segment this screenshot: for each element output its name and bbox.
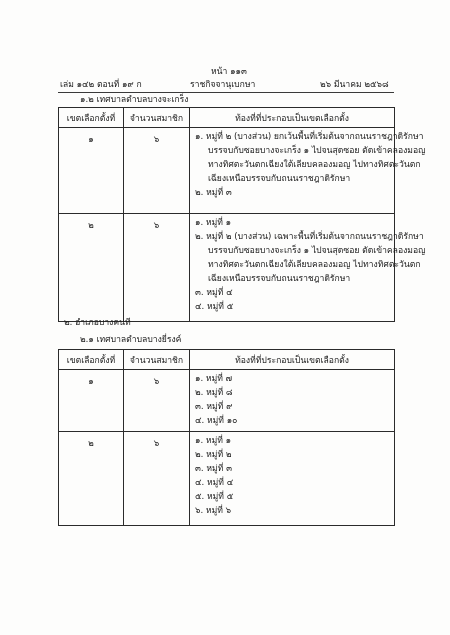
area-description — [190, 214, 426, 322]
area-line: ๔. หมู่ที่ ๑๐ — [195, 416, 238, 426]
volume-info: เล่ม ๑๔๒ ตอนที่ ๑๙ ก — [60, 80, 142, 90]
header-divider — [58, 92, 394, 93]
column-header: จำนวนสมาชิก — [124, 108, 190, 128]
area-line: ๒. หมู่ที่ ๘ — [195, 388, 233, 398]
area-description — [190, 370, 395, 432]
area-line: ๑. หมู่ที่ ๑ — [195, 436, 232, 446]
column-header: จำนวนสมาชิก — [124, 350, 190, 370]
zone-number: ๒ — [59, 432, 124, 526]
member-count: ๖ — [124, 128, 190, 214]
section-heading: ๑.๒ เทศบาลตำบลบางจะเกร็ง — [80, 95, 189, 105]
area-line: ๔. หมู่ที่ ๕ — [195, 302, 234, 312]
zone-number: ๒ — [59, 214, 124, 322]
table-row — [59, 370, 395, 432]
column-header: เขตเลือกตั้งที่ — [59, 108, 124, 128]
area-line: ๓. หมู่ที่ ๓ — [195, 464, 232, 474]
table-row — [59, 128, 395, 214]
table-row — [59, 214, 395, 322]
area-line: ๑. หมู่ที่ ๑ — [195, 218, 232, 228]
area-line: เฉียงเหนือบรรจบกับถนนราชฎาดิรักษา — [208, 174, 351, 184]
area-line: ๔. หมู่ที่ ๔ — [195, 478, 234, 488]
table-row — [59, 432, 395, 526]
issue-date: ๒๖ มีนาคม ๒๕๖๘ — [320, 80, 389, 90]
area-line: ทางทิศตะวันตกเฉียงใต้เลียบคลองมอญ ไปทางทิศตะวันตก — [208, 160, 421, 170]
table-header-row — [59, 108, 395, 128]
column-header: ท้องที่ที่ประกอบเป็นเขตเลือกตั้ง — [190, 350, 395, 370]
area-line: ๓. หมู่ที่ ๔ — [195, 288, 233, 298]
member-count: ๖ — [124, 370, 190, 432]
area-line: ๒. หมู่ที่ ๓ — [195, 188, 232, 198]
section-heading: ๒.๑ เทศบาลตำบลบางยี่รงค์ — [80, 335, 182, 345]
area-description — [190, 432, 395, 526]
area-line: บรรจบกับซอยบางจะเกร็ง ๑ ไปจนสุดซอย ตัดเข้าคลองมอญ — [208, 146, 426, 156]
area-line: บรรจบกับซอยบางจะเกร็ง ๑ ไปจนสุดซอย ตัดเข้าคลองมอญ — [208, 246, 426, 256]
table-header-row — [59, 350, 395, 370]
district-heading: ๒. อำเภอบางคนที — [64, 318, 131, 328]
area-description — [190, 128, 426, 214]
area-line: เฉียงเหนือบรรจบกับถนนราชฎาดิรักษา — [208, 274, 351, 284]
zone-number: ๑ — [59, 128, 124, 214]
page-number: หน้า ๑๑๓ — [211, 67, 247, 77]
area-line: ๑. หมู่ที่ ๒ (บางส่วน) ยกเว้นพื้นที่เริ่มต้นจากถนนราชฎาดิรักษา — [195, 132, 424, 142]
gazette-name: ราชกิจจานุเบกษา — [190, 80, 256, 90]
area-line: ๓. หมู่ที่ ๙ — [195, 402, 233, 412]
zone-number: ๑ — [59, 370, 124, 432]
area-line: ๑. หมู่ที่ ๗ — [195, 374, 233, 384]
zone-table-2 — [58, 349, 395, 526]
column-header: เขตเลือกตั้งที่ — [59, 350, 124, 370]
column-header: ท้องที่ที่ประกอบเป็นเขตเลือกตั้ง — [190, 108, 395, 128]
area-line: ๕. หมู่ที่ ๕ — [195, 492, 234, 502]
zone-table-1 — [58, 107, 426, 322]
area-line: ๖. หมู่ที่ ๖ — [195, 506, 232, 516]
area-line: ทางทิศตะวันตกเฉียงใต้เลียบคลองมอญ ไปทางทิศตะวันตก — [208, 260, 421, 270]
area-line: ๒. หมู่ที่ ๒ (บางส่วน) เฉพาะพื้นที่เริ่มต้นจากถนนราชฎาดิรักษา — [195, 232, 424, 242]
area-line: ๒. หมู่ที่ ๒ — [195, 450, 232, 460]
member-count: ๖ — [124, 432, 190, 526]
member-count: ๖ — [124, 214, 190, 322]
